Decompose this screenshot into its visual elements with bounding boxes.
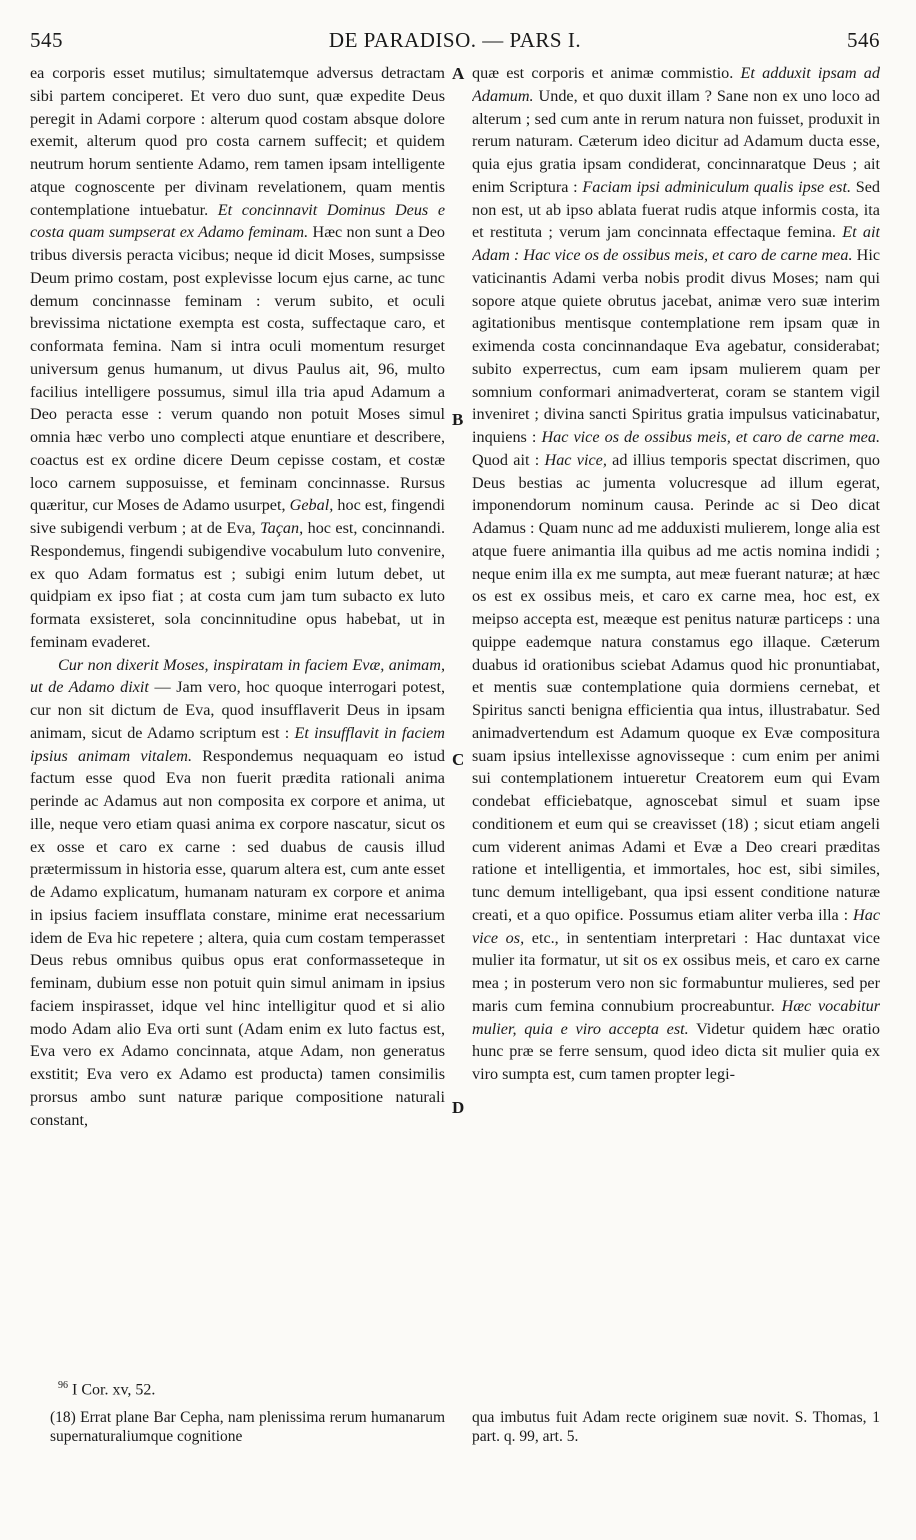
text-span: — Jam vero, hoc quoque interrogari potest, cur non sit dictum de Eva, quod insufflaverit Deus in ipsam animam, sicut de Adamo scriptum est : — [30, 678, 445, 742]
section-heading: Cur non dixerit Moses, inspiratam in faciem Evæ, animam, ut de Adamo dixit — [30, 655, 445, 697]
margin-marker-c: C — [452, 750, 465, 769]
text-span: Videtur quidem hæc oratio hunc præ se ferre sensum, quod ideo dicta sit mulier quia ex viro sumpta est, cum tamen propter legi- — [472, 1019, 880, 1083]
scripture-quote: Hac vice os de ossibus meis, et caro de carne mea. — [541, 428, 880, 446]
text-span: ad illius temporis spectat discrimen, quo Deus bestias ac jumenta volucresque ad illum egerat, imponendorum nominum causa. Perinde ac si Deo dicat Adamus : Quam nunc ad me adduxisti mulierem, longe alia est atque fuere animantia illa quibus ad me actis nomina indidi ; neque enim illa ex me sumpta, aut meæ fuerant naturæ; at hæc os est ex ossibus meis, et caro ex carne mea, hoc est, ex meipso accepta est, meæque est penitus naturæ particeps : una quippe eademque natura constamus ego illaque. Cæterum duabus id orationibus sciebat Adamus quod hic pronuntiabat, et mentis suæ contemplatione quia dormiens cernebat, et Spiritus sancti benigna efficientia qua intus, illustrabatur. Sed animadvertendum est Adamum quoque ex Evæ compositura suam ipsius intellexisse agnovisseque : cum enim per animi sui contemplationem intueretur Creatorem eum qui Evam condebat efficiebatque, agnoscebat simul et suam ipse conditionem et eum qui se creavisset (18) ; sicut etiam angeli cum viderent animas Adami et Evæ a Deo creari præditas ratione et intelligentia, et immortales, hoc est, sibi similes, tunc demum intelligebant, qua ipsi essent conditione naturæ creati, et a quo opifice. Possumus etiam aliter verba illa : — [472, 450, 880, 924]
left-paragraph-1 — [30, 62, 445, 654]
scripture-quote: Et ait Adam : Hac vice os de ossibus meis, et caro de carne mea. — [472, 223, 880, 264]
margin-marker-a: A — [452, 64, 465, 83]
text-span: Hic vaticinantis Adami verba nobis prodit divus Moses; nam qui sopore atque quiete obrutus jacebat, animæ vero suæ interim agitationibus mentisque contemplatione rem ipsam quæ in eximenda costa concinnandaque Eva agebatur, considerabat; subito experrectus, cum eam ipsam mulierem quam per somnium conformari animadverterat, coram se stantem vigil inveniret ; divina sancti Spiritus gratia impulsus vaticinabatur, inquiens : — [472, 246, 880, 446]
text-span: Hæc non sunt a Deo tribus diversis peracta vicibus; neque id dicit Moses, sumpsisse Deum primo costam, post explevisse locum ejus carne, ac tunc demum concinnasse feminam : verum subito, et oculi brevissima nictatione exempta est costa, suffectaque caro, et conformata femina. Nam si intra oculi momentum resurget universum genus humanum, ut divus Paulus ait, 96, multo facilius intelligere possumus, simul illa tria apud Adamum a Deo peracta esse : verum quando non potuit Moses simul omnia hæc verbo uno complecti atque enuntiare et describere, coactus est ex ordine dicere Deum cepisse costam, et costæ loco carnem supposuisse, et feminam concinnasse. Rursus quæritur, cur Moses de Adamo usurpet, — [30, 223, 445, 515]
footnote-18-left: (18) Errat plane Bar Cepha, nam plenissima rerum humanarum supernaturaliumque cognitione — [50, 1409, 445, 1445]
text-span: etc., in sententiam interpretari : Hac duntaxat vice mulier ita formatur, ut sit os ex ossibus meis, et caro ex carne mea ; in posterum vero non sic formabuntur mulieres, sed per maris cum femina connubium procreabuntur. — [472, 928, 880, 1015]
hebrew-term: Taçan, — [260, 519, 304, 537]
text-span: Respondemus nequaquam eo istud factum esse quod Eva non fuerit prædita rationali anima perinde ac Adamus aut non composita ex corpore et anima, ut ille, neque vero etiam quasi anima ex corpore nascatur, sicut os ex osse et caro ex carne : sed duabus de causis illud prætermissum in historia esse, quarum altera est, cum ante esset de Adamo explicatum, humanam naturam ex corpore et anima in ipsius faciem insufflata constare, minime erat necessarium idem de Eva hic repetere ; altera, quia cum costam temperasset Deus rebus omnibus quibus opus erat conformasseteque in feminam, dubium esse non potuit quin simul animam in ipsius faciem inspirasset, idque vel hinc intelligitur quod et si alio modo Adam alio Eva orti sunt (Adam enim ex luto factus est, Eva vero ex Adamo concinnata, atque Adam, non generatus exstitit; Eva vero ex Adamo est producta) tamen consimilis prorsus ambo sunt naturæ parique compositione naturali constant, — [30, 746, 445, 1129]
left-column — [30, 62, 445, 1380]
scripture-quote: Hæc vocabitur mulier, quia e viro accepta est. — [472, 996, 880, 1038]
running-title: DE PARADISO. — PARS I. — [328, 28, 582, 52]
text-span: Unde, et quo duxit illam ? Sane non ex uno loco ad alterum ; sed cum ante in rerum natura non fuisset, produxit in rerum naturam. Cæterum ideo dicitur ad Adamum ducta esse, quia ejus gratia ipsam condiderat, concinnaratque Deus ; ait enim Scriptura : — [472, 86, 880, 196]
footnote-96 — [58, 1380, 155, 1399]
text-span: ea corporis esset mutilus; simultatemque adversus detractam sibi partem conciperet. Et vero duo sunt, quæ expedite Deus peregit in Adami corpore : alterum quod costam absque dolore exemit, alterum quod pro costa carnem suffecit; et quidem neutrum horum sentiente Adamo, rem tamen ipsam intelligente atque cognoscente per divinam revelationem, quam mentis contemplatione intuebatur. — [30, 64, 445, 219]
footnote-number: 96 — [58, 1380, 68, 1391]
scripture-quote: Hac vice os, — [472, 905, 880, 947]
scripture-quote: Et insufflavit in faciem ipsius animam vitalem. — [30, 723, 445, 765]
scripture-quote: Et concinnavit Dominus Deus e costa quam sumpserat ex Adamo feminam. — [30, 200, 445, 242]
right-column — [472, 62, 880, 1380]
page-number-right: 546 — [847, 28, 880, 52]
scripture-quote: Et adduxit ipsam ad Adamum. — [472, 64, 880, 105]
right-paragraph-1 — [472, 62, 880, 1086]
margin-marker-d: D — [452, 1098, 465, 1117]
page-header — [30, 28, 880, 58]
text-span: hoc est, fingendi sive subigendi verbum ; at de Eva, — [30, 496, 445, 537]
scripture-quote: Hac vice, — [544, 450, 607, 469]
text-span: quæ est corporis et animæ commistio. — [472, 64, 734, 82]
left-paragraph-2 — [30, 654, 445, 1132]
scripture-quote: Faciam ipsi adminiculum qualis ipse est. — [582, 177, 851, 196]
margin-marker-b: B — [452, 410, 464, 429]
page-number-left: 545 — [30, 28, 63, 52]
text-span: hoc est, concinnandi. Respondemus, fingendi subigendive vocabulum luto convenire, ex quo Adam formatus est ; subigi enim lutum debet, ut quidpiam ex ipso fiat ; at costa cum jam tum subacto ex luto formata exsisteret, sola concinnitudine opus habebat, ut in feminam evaderet. — [30, 519, 445, 651]
footnote-18-right: qua imbutus fuit Adam recte originem suæ novit. S. Thomas, 1 part. q. 99, art. 5. — [472, 1409, 880, 1445]
text-span: Sed non est, ut ab ipso ablata fuerat rudis atque informis costa, ita et restituta ; verum jam concinnata effectaque femina. — [472, 177, 880, 242]
footnote-text: I Cor. xv, 52. — [72, 1381, 156, 1399]
hebrew-term: Gebal, — [289, 496, 334, 515]
text-span: Quod ait : — [472, 450, 540, 469]
